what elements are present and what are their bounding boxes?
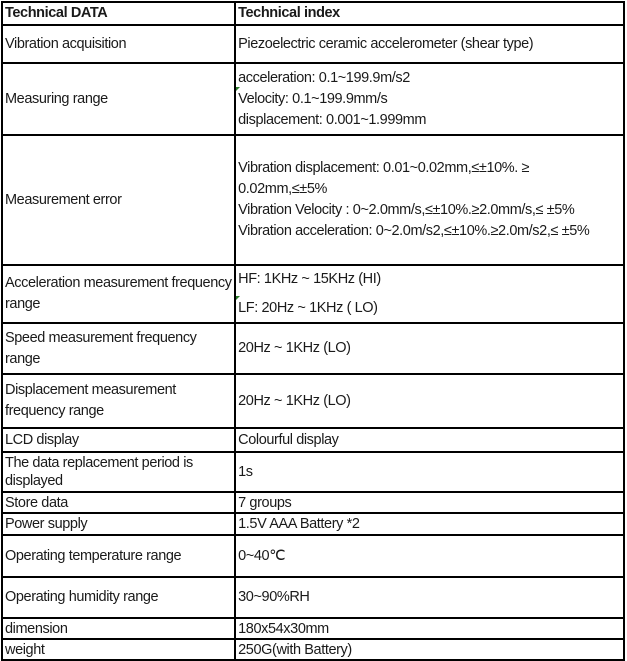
row-value: 1s xyxy=(235,452,624,492)
row-acceleration-frequency-range xyxy=(2,265,624,323)
row-label: Operating humidity range xyxy=(2,577,235,618)
value-line: displacement: 0.001~1.999mm xyxy=(238,111,427,128)
row-value: 7 groups xyxy=(235,492,624,513)
row-dimension xyxy=(2,618,624,639)
row-operating-humidity xyxy=(2,577,624,618)
row-label: Displacement measurement frequency range xyxy=(2,374,235,428)
value-line: Vibration displacement: 0.01~0.02mm,≤±10%. ≥ 0.02mm,≤±5% xyxy=(238,160,530,197)
value-line: Vibration Velocity : 0~2.0mm/s,≤±10%.≥2.0mm/s,≤ ±5% xyxy=(238,202,575,218)
row-speed-frequency-range xyxy=(2,323,624,374)
row-label: dimension xyxy=(2,618,235,639)
row-value: 30~90%RH xyxy=(235,577,624,618)
row-label: weight xyxy=(2,639,235,660)
row-label: Vibration acquisition xyxy=(2,25,235,63)
row-value: 250G(with Battery) xyxy=(235,639,624,660)
row-label: The data replacement period is displayed xyxy=(2,452,235,492)
row-value: Colourful display xyxy=(235,428,624,452)
row-store-data xyxy=(2,492,624,513)
row-value xyxy=(235,265,624,323)
row-measuring-range xyxy=(2,63,624,135)
value-line: HF: 1KHz ~ 15KHz (HI) xyxy=(238,271,381,287)
row-lcd-display xyxy=(2,428,624,452)
row-value: 0~40℃ xyxy=(235,535,624,577)
row-value xyxy=(235,135,624,265)
row-label: Store data xyxy=(2,492,235,513)
row-value xyxy=(235,63,624,135)
row-value: Piezoelectric ceramic accelerometer (shear type) xyxy=(235,25,624,63)
header-technical-index: Technical index xyxy=(235,2,624,25)
row-value: 20Hz ~ 1KHz (LO) xyxy=(235,323,624,374)
row-value: 1.5V AAA Battery *2 xyxy=(235,513,624,535)
header-technical-data: Technical DATA xyxy=(2,2,235,25)
row-label: LCD display xyxy=(2,428,235,452)
row-label: Speed measurement frequency range xyxy=(2,323,235,374)
row-power-supply xyxy=(2,513,624,535)
row-operating-temperature xyxy=(2,535,624,577)
row-measurement-error xyxy=(2,135,624,265)
technical-spec-table xyxy=(1,1,625,661)
row-value: 20Hz ~ 1KHz (LO) xyxy=(235,374,624,428)
value-line: LF: 20Hz ~ 1KHz ( LO) xyxy=(238,298,621,319)
header-row xyxy=(2,2,624,25)
value-line: Velocity: 0.1~199.9mm/s xyxy=(238,89,621,110)
value-line: Vibration acceleration: 0~2.0m/s2,≤±10%.≥2.0m/s2,≤ ±5% xyxy=(238,223,590,239)
row-value: 180x54x30mm xyxy=(235,618,624,639)
row-weight xyxy=(2,639,624,660)
row-vibration-acquisition xyxy=(2,25,624,63)
row-label: Measuring range xyxy=(2,63,235,135)
row-label: Measurement error xyxy=(2,135,235,265)
row-data-replacement-period xyxy=(2,452,624,492)
value-line: acceleration: 0.1~199.9m/s2 xyxy=(238,69,410,86)
row-label: Acceleration measurement frequency range xyxy=(2,265,235,323)
row-label: Operating temperature range xyxy=(2,535,235,577)
row-displacement-frequency-range xyxy=(2,374,624,428)
row-label: Power supply xyxy=(2,513,235,535)
